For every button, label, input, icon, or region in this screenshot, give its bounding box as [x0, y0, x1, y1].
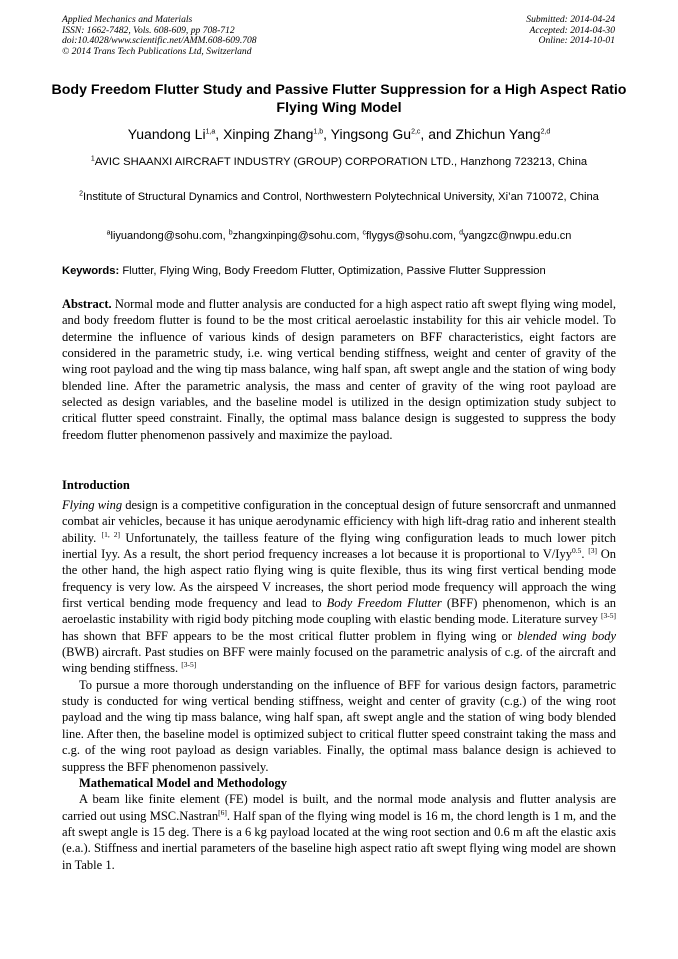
citation: [6]	[218, 807, 227, 817]
keywords	[62, 263, 616, 279]
email-a: $^a$liyuandong@sohu.com,	[106, 229, 229, 242]
citation: [3-5]	[181, 660, 197, 670]
intro-paragraph-2: To pursue a more thorough understanding on the influence of BFF for various design factors, parametric study is conducted for wing vertical bending stiffness, weight and center of gravity (c.g.) of the wing root payload and the wing tip mass balance, wing half span, aft swept angle and the station of wing body blended line. After then, the baseline model is optimized subject to critical flutter speed constraint taking the mass and c.g. of the wing root payload as design variables. Finally, the optimal mass balance design is achieved to suppress the BFF phenomenon passively.	[62, 677, 616, 774]
abstract-label: Abstract.	[62, 297, 112, 311]
author-2: Xinping Zhang$^{1,b}$,	[223, 126, 331, 142]
journal-header-left	[62, 15, 257, 58]
issn-line: ISSN: 1662-7482, Vols. 608-609, pp 708-712	[62, 24, 235, 36]
intro-paragraph-1	[62, 497, 616, 677]
text-run: has shown that BFF appears to be the most critical flutter problem in flying wing or	[62, 628, 518, 643]
citation: [3]	[588, 545, 597, 555]
text-run: (BWB) aircraft. Past studies on BFF were mainly focused on the parametric analysis of c.g. of the aircraft and wing bending stiffness.	[62, 645, 616, 676]
keywords-label: Keywords:	[62, 265, 120, 277]
citation: [3-5]	[601, 611, 616, 621]
citation: [1, 2]	[101, 529, 121, 539]
text-run: Unfortunately, the tailless feature of the flying wing configuration leads to much lower pitch inertial Iyy. As a result, the short period frequency increases a lot because it is proportional to V/Iyy	[62, 530, 617, 562]
doi-line: doi:10.4028/www.scientific.net/AMM.608-609.708	[62, 35, 257, 47]
author-emails	[62, 228, 616, 244]
abstract-text: Normal mode and flutter analysis are conducted for a high aspect ratio aft swept flying wing model, and body freedom flutter is found to be the most critical aeroelastic instability for this air vehicle model. To determine the influence of various kinds of design parameters on BFF characteristics, eight factors are considered in the parametric study, i.e. wing vertical bending stiffness, weight and center of gravity of the wing root payload and the wing tip mass balance, wing half span, aft swept angle and the station of wing body blended line. After the parametric analysis, the mass and center of gravity of the wing root payload are selected as design variables, and the baseline model is utilized in the design optimization study subject to critical flutter speed constraint. Finally, the optimal mass balance design is suggested to suppress the body freedom flutter phenomenon passively and maximize the payload.	[62, 297, 617, 442]
journal-header-right	[526, 15, 615, 47]
section-heading-introduction: Introduction	[62, 478, 130, 492]
abstract	[62, 296, 616, 443]
online-date: Online: 2014-10-01	[538, 35, 615, 47]
section-heading-method: Mathematical Model and Methodology	[79, 775, 287, 790]
email-d: $^d$yangzc@nwpu.edu.cn	[459, 229, 572, 242]
paper-title: Body Freedom Flutter Study and Passive Flutter Suppression for a High Aspect Ratio Flying Wing Model	[51, 82, 627, 116]
italic-term: blended wing body	[517, 628, 616, 643]
text-run: A beam like finite element (FE) model is built, and the normal mode analysis and flutter analysis are carried out using MSC.Nastran	[62, 792, 616, 823]
citation: 0.5	[571, 545, 582, 555]
affiliation-1: $^1$AVIC SHAANXI AIRCRAFT INDUSTRY (GROUP) CORPORATION LTD., Hanzhong 723213, China	[90, 155, 588, 168]
text-run: On the other hand, the high aspect ratio flying wing is quite flexible, thus its wing first vertical bending mode frequency is very low. As the airspeed V increases, the short period mode frequency will approach the wing first vertical bending mode frequency and lead to	[62, 547, 617, 611]
author-3: Yingsong Gu$^{2,c}$, and	[330, 126, 456, 142]
author-4: Zhichun Yang$^{2,d}$	[455, 126, 551, 142]
method-paragraph-1	[62, 791, 616, 873]
accepted-date: Accepted: 2014-04-30	[529, 24, 615, 36]
text-run: .	[581, 547, 589, 562]
email-c: $^c$flygys@sohu.com,	[362, 229, 460, 242]
italic-term: Body Freedom Flutter	[326, 596, 442, 611]
author-list	[50, 125, 628, 143]
affiliation-2: $^2$Institute of Structural Dynamics and Control, Northwestern Polytechnical University, Xi’an 710072, China	[79, 190, 599, 203]
text-run: (BFF) phenomenon, which is an aeroelastic instability with rigid body pitching mode coupling with elastic bending mode. Literature survey	[62, 596, 616, 627]
italic-term: Flying wing	[62, 498, 123, 512]
author-1: Yuandong Li$^{1,a}$,	[127, 126, 224, 142]
submitted-date: Submitted: 2014-04-24	[526, 14, 615, 25]
journal-name: Applied Mechanics and Materials	[62, 14, 193, 25]
text-run: . Half span of the flying wing model is 16 m, the chord length is 1 m, and the aft swept angle is 15 deg. There is a 6 kg payload located at the wing root section and 0.6 m aft the elastic axis (e.a.). Stiffness and inertial parameters of the baseline high aspect ratio aft swept flying wing model are shown in Table 1.	[62, 808, 617, 872]
email-b: $^b$zhangxinping@sohu.com,	[228, 229, 363, 242]
introduction-body	[62, 497, 616, 873]
keywords-text: Flutter, Flying Wing, Body Freedom Flutter, Optimization, Passive Flutter Suppression	[122, 265, 546, 277]
copyright-line: © 2014 Trans Tech Publications Ltd, Switzerland	[62, 46, 252, 58]
text-run: design is a competitive configuration in the conceptual design of future sensorcraft and unmanned combat air vehicles, because it has unique aerodynamic efficiency with high lift-drag ratio and inherent stealth ability.	[62, 498, 616, 545]
